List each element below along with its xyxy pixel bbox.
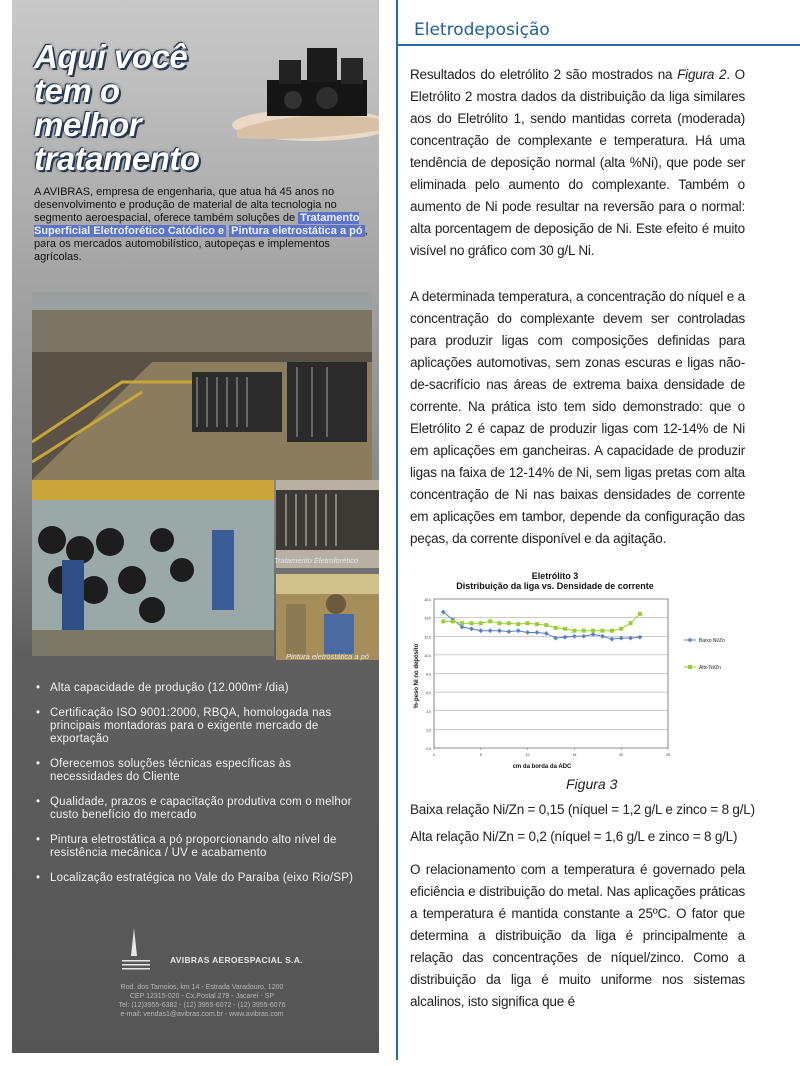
- y-tick-label: 12,0: [424, 635, 431, 640]
- ad-feature-item: • Certificação ISO 9001:2000, RBQA, homologada nas principais montadoras para o exigente mercado de exportação: [36, 707, 366, 746]
- chart-ylabel: %-peso Ni no depósito: [414, 643, 420, 709]
- y-tick-label: 4,0: [426, 709, 431, 714]
- data-point: [498, 621, 502, 625]
- article-paragraph: [410, 64, 745, 262]
- company-address: [52, 983, 352, 1019]
- x-tick-label: 0: [433, 753, 435, 757]
- ad-headline-line: Aqui você: [34, 38, 188, 75]
- factory-line-photo: [32, 292, 372, 480]
- ad-headline-line: melhor: [34, 106, 142, 143]
- section-title: Eletrodeposição: [414, 20, 550, 40]
- ad-feature-item: • Localização estratégica no Vale do Paraíba (eixo Rio/SP): [36, 872, 366, 885]
- ad-feature-item: • Qualidade, prazos e capacitação produtiva com o melhor custo benefício do mercado: [36, 796, 366, 822]
- data-point: [619, 627, 623, 631]
- avibras-advertisement: [12, 0, 379, 1053]
- electrophoretic-treatment-photo: [276, 480, 379, 568]
- data-point: [507, 621, 511, 625]
- legend-swatch-marker: [688, 638, 693, 643]
- relation-low: Baixa relação Ni/Zn = 0,15 (níquel = 1,2 g/L e zinco = 8 g/L): [410, 802, 755, 817]
- y-tick-label: 6,0: [426, 691, 431, 696]
- ad-description-text: A AVIBRAS, empresa de engenharia, que atua há 45 anos no desenvolvimento e produção de material de alta tecnologia no segmento aeroespacial, oferece também soluções de: [34, 186, 337, 224]
- y-tick-label: 8,0: [426, 672, 431, 677]
- figure-caption: Figura 3: [566, 776, 618, 792]
- data-point: [460, 621, 464, 625]
- y-tick-label: 16,0: [424, 598, 431, 602]
- company-name: AVIBRAS AEROESPACIAL S.A.: [170, 955, 303, 965]
- painting-line-photo: [32, 480, 274, 656]
- ad-description: [34, 186, 372, 264]
- address-line: CEP 12315-020 - Cx.Postal 278 - Jacareí - SP: [129, 993, 275, 1000]
- photo-caption: Pintura eletrostática a pó: [286, 652, 369, 661]
- legend-swatch-marker: [688, 665, 692, 669]
- data-point: [582, 629, 586, 633]
- data-point: [610, 629, 614, 633]
- ad-headline-line: tem o: [34, 72, 120, 109]
- ad-description-text: , para os mercados automobilístico, autopeças e implementos agrícolas.: [34, 225, 368, 263]
- data-point: [600, 629, 604, 633]
- photo-caption: Tratamento Eletroforético: [274, 556, 359, 565]
- chart-subtitle: Distribuição da liga vs. Densidade de corrente: [456, 581, 654, 591]
- hand-holding-parts-image: [227, 30, 379, 145]
- x-tick-label: 5: [479, 753, 482, 757]
- y-tick-label: 0,0: [426, 747, 431, 751]
- data-point: [479, 621, 483, 625]
- ad-highlight: Pintura eletrostática a pó: [231, 225, 363, 237]
- x-tick-label: 20: [619, 753, 624, 757]
- ad-feature-item: • Oferecemos soluções técnicas específicas às necessidades do Cliente: [36, 758, 366, 784]
- address-line: Rod. dos Tamoios, km 14 - Estrada Varadouro, 1200: [120, 984, 284, 991]
- ad-feature-list: [36, 682, 366, 897]
- ad-headline: [34, 40, 224, 176]
- data-point: [563, 627, 567, 631]
- data-point: [516, 622, 520, 626]
- avibras-logo: [122, 928, 303, 979]
- chart-svg: [410, 568, 750, 773]
- powder-painting-photo: [276, 574, 379, 660]
- article-paragraph: A determinada temperatura, a concentração do níquel e a concentração do complexante devem ser controladas para produzir ligas com composições definidas para aplicações automotivas, sem zonas escuras e ligas não-de-sacrifício nas áreas de extrema baixa densidade de corrente. Na prática isto tem sido demonstrado: que o Eletrólito 2 é capaz de produzir ligas com 12-14% de Ni em aplicações em gancheiras. A capacidade de produzir ligas na faixa de 12-14% de Ni, sem ligas pretas com alta concentração de Ni nas baixas densidades de corrente em aplicações em tambor, depende da configuração das peças, da corrente disponível e da agitação.: [410, 289, 745, 546]
- legend-label: Baixo Ni/Zn: [699, 638, 725, 644]
- y-tick-label: 14,0: [424, 616, 431, 621]
- data-point: [572, 629, 576, 633]
- ad-headline-line: tratamento: [34, 140, 200, 177]
- figure-reference: Figura 2: [677, 67, 727, 82]
- x-tick-label: 15: [572, 753, 577, 757]
- relation-high: Alta relação Ni/Zn = 0,2 (níquel = 1,6 g/L e zinco = 8 g/L): [410, 829, 738, 844]
- paragraph-text: Resultados do eletrólito 2 são mostrados na: [410, 67, 678, 82]
- section-title-rule: [398, 44, 800, 46]
- data-point: [469, 621, 473, 625]
- address-line: e-mail: vendas1@avibras.com.br - www.avibras.com: [120, 1011, 284, 1018]
- chart-title: Eletrólito 3: [531, 571, 579, 581]
- y-tick-label: 10,0: [424, 653, 431, 658]
- ad-highlight: Tratamento Superficial Eletroforético Catódico e: [34, 212, 360, 237]
- alloy-distribution-chart: [410, 568, 750, 773]
- data-point: [451, 619, 455, 623]
- data-point: [554, 626, 558, 630]
- x-tick-label: 25: [666, 753, 670, 757]
- column-divider: [396, 0, 398, 1060]
- address-line: Tel: (12)3955-6382 - (12) 3955-6072 - (12) 3955-6076: [118, 1002, 286, 1009]
- ad-feature-item: • Alta capacidade de produção (12.000m² /dia): [36, 682, 366, 695]
- data-point: [544, 623, 548, 627]
- paragraph-text: . O Eletrólito 2 mostra dados da distribuição da liga similares aos do Eletrólito 1, sendo mantidas correta (moderada) concentração de complexante e temperatura. Há uma tendência de deposição normal (alta %Ni), que pode ser eliminada pelo aumento do complexante. Também o aumento de Ni pode resultar na reversão para o normal: alta porcentagem de deposição de Ni. Este efeito é muito visível no gráfico com 30 g/L Ni.: [410, 67, 745, 258]
- x-tick-label: 10: [525, 753, 530, 757]
- data-point: [441, 619, 445, 623]
- y-tick-label: 2,0: [426, 728, 431, 733]
- ad-feature-item: • Pintura eletrostática a pó proporcionando alto nível de resistência mecânica / UV e acabamento: [36, 834, 366, 860]
- data-point: [629, 621, 633, 625]
- chart-xlabel: cm da borda da ADC: [512, 764, 572, 770]
- data-point: [591, 629, 595, 633]
- data-point: [535, 622, 539, 626]
- data-point: [526, 621, 530, 625]
- article-paragraph: O relacionamento com a temperatura é governado pela eficiência e distribuição do metal. Nas aplicações práticas a temperatura é mantida constante a 25ºC. O fator que determina a distribuição da liga é principalmente a relação das concentrações de níquel/zinco. Como a distribuição da liga é muito uniforme nos sistemas alcalinos, isto significa que é: [410, 862, 745, 1009]
- data-point: [638, 612, 642, 616]
- rocket-logo-icon: [122, 928, 162, 974]
- data-point: [488, 619, 492, 623]
- legend-label: Alto Ni/Zn: [699, 665, 721, 671]
